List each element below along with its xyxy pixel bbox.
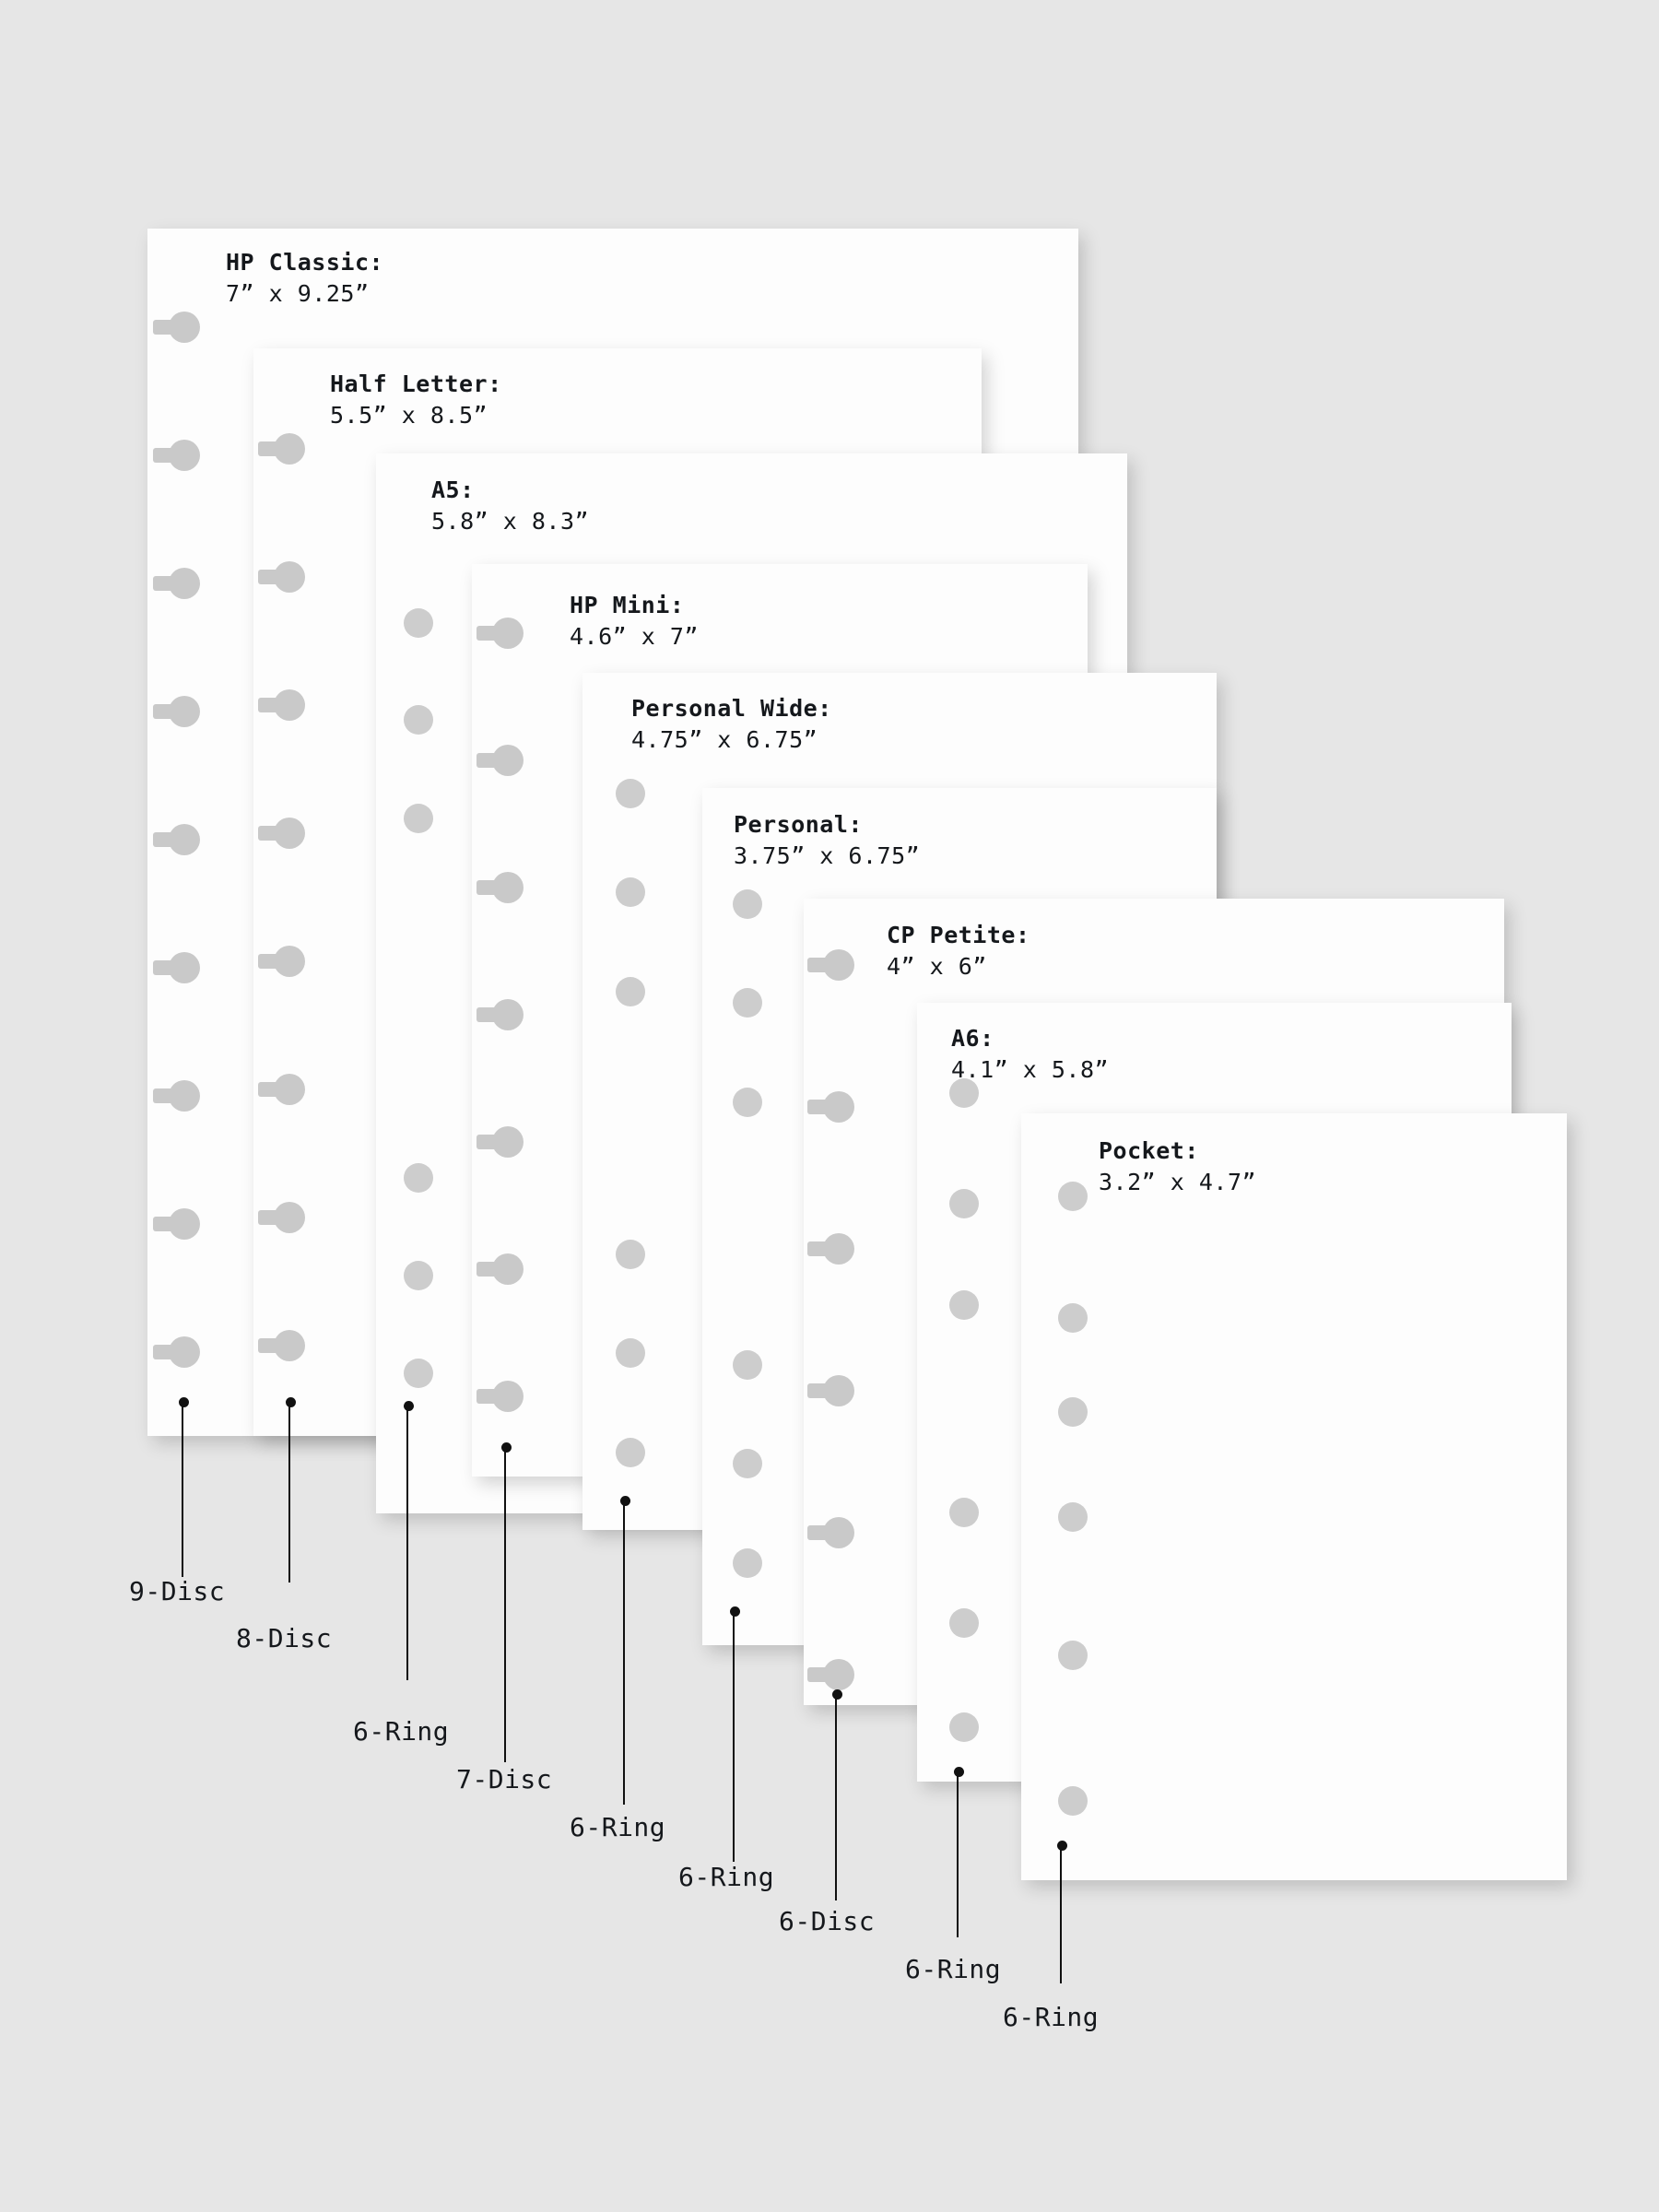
ring-punch	[733, 1088, 762, 1117]
callout-8-disc-leader-line	[288, 1402, 290, 1583]
paper-label-hp-mini	[570, 590, 699, 653]
paper-dimensions: 3.2” x 4.7”	[1099, 1168, 1257, 1195]
callout-6-disc-leader-line	[835, 1694, 837, 1900]
paper-sheet-pocket	[1021, 1113, 1567, 1880]
callout-6-ring-a5-dot	[404, 1401, 414, 1411]
disc-punch	[823, 1091, 854, 1123]
paper-label-pocket	[1099, 1135, 1256, 1198]
disc-punch	[274, 1202, 305, 1233]
callout-6-ring-a6-dot	[954, 1767, 964, 1777]
callout-6-ring-personalwide-dot	[730, 1606, 740, 1617]
paper-dimensions: 4.6” x 7”	[570, 622, 699, 650]
callout-6-ring-hpmini-dot	[620, 1496, 630, 1506]
callout-6-ring-a5-leader-line	[406, 1406, 408, 1680]
ring-punch	[949, 1498, 979, 1527]
ring-punch	[616, 1338, 645, 1368]
callout-7-disc-dot	[501, 1442, 512, 1453]
disc-punch	[492, 1381, 524, 1412]
disc-punch	[823, 1233, 854, 1265]
ring-punch	[949, 1608, 979, 1638]
callout-6-ring-personalwide-label: 6-Ring	[678, 1862, 775, 1892]
disc-punch	[274, 946, 305, 977]
disc-punch	[823, 949, 854, 981]
disc-punch	[274, 561, 305, 593]
paper-label-a5	[431, 475, 589, 537]
disc-punch	[823, 1375, 854, 1406]
callout-6-ring-a6-label: 6-Ring	[905, 1954, 1002, 1984]
ring-punch	[1058, 1182, 1088, 1211]
ring-punch	[404, 1359, 433, 1388]
paper-label-half-letter	[330, 369, 502, 431]
paper-name: HP Classic:	[226, 249, 384, 276]
disc-punch	[169, 1208, 200, 1240]
disc-punch	[274, 818, 305, 849]
disc-punch	[492, 872, 524, 903]
disc-punch	[169, 568, 200, 599]
callout-6-ring-pocket-dot	[1057, 1841, 1067, 1851]
ring-punch	[404, 1261, 433, 1290]
ring-punch	[616, 877, 645, 907]
paper-name: Half Letter:	[330, 371, 502, 397]
ring-punch	[1058, 1502, 1088, 1532]
paper-label-a6	[951, 1023, 1109, 1086]
ring-punch	[1058, 1397, 1088, 1427]
callout-9-disc-leader-line	[182, 1402, 183, 1577]
callout-9-disc-label: 9-Disc	[129, 1576, 226, 1606]
disc-punch	[274, 1074, 305, 1105]
callout-9-disc-dot	[179, 1397, 189, 1407]
paper-name: Personal:	[734, 811, 863, 838]
ring-punch	[733, 1449, 762, 1478]
paper-name: A6:	[951, 1025, 994, 1052]
disc-punch	[169, 1336, 200, 1368]
ring-punch	[733, 889, 762, 919]
disc-punch	[492, 1253, 524, 1285]
callout-6-ring-a6-leader-line	[957, 1771, 959, 1937]
paper-label-personal-wide	[631, 693, 832, 756]
ring-punch	[949, 1189, 979, 1218]
callout-8-disc-dot	[286, 1397, 296, 1407]
paper-dimensions: 5.8” x 8.3”	[431, 507, 590, 535]
callout-6-ring-pocket-label: 6-Ring	[1003, 2002, 1100, 2032]
ring-punch	[616, 977, 645, 1006]
paper-label-hp-classic	[226, 247, 383, 310]
paper-name: CP Petite:	[887, 922, 1030, 948]
paper-name: HP Mini:	[570, 592, 685, 618]
paper-dimensions: 4.75” x 6.75”	[631, 725, 818, 753]
disc-punch	[169, 696, 200, 727]
disc-punch	[492, 618, 524, 649]
callout-6-ring-personalwide-leader-line	[733, 1611, 735, 1862]
disc-punch	[169, 1080, 200, 1112]
disc-punch	[169, 440, 200, 471]
callout-6-ring-a5-label: 6-Ring	[353, 1716, 450, 1747]
paper-dimensions: 7” x 9.25”	[226, 279, 370, 307]
paper-label-cp-petite	[887, 920, 1030, 982]
paper-name: Personal Wide:	[631, 695, 832, 722]
ring-punch	[404, 705, 433, 735]
ring-punch	[616, 1240, 645, 1269]
disc-punch	[169, 312, 200, 343]
paper-dimensions: 4.1” x 5.8”	[951, 1055, 1110, 1083]
callout-8-disc-label: 8-Disc	[236, 1623, 333, 1653]
disc-punch	[169, 824, 200, 855]
disc-punch	[492, 745, 524, 776]
disc-punch	[492, 1126, 524, 1158]
callout-6-disc-dot	[832, 1689, 842, 1700]
callout-6-ring-hpmini-leader-line	[623, 1500, 625, 1805]
callout-7-disc-leader-line	[504, 1447, 506, 1762]
ring-punch	[949, 1290, 979, 1320]
callout-6-ring-pocket-leader-line	[1060, 1845, 1062, 1983]
ring-punch	[404, 1163, 433, 1193]
ring-punch	[1058, 1303, 1088, 1333]
paper-name: A5:	[431, 477, 475, 503]
disc-punch	[823, 1517, 854, 1548]
ring-punch	[949, 1712, 979, 1742]
paper-label-personal	[734, 809, 920, 872]
ring-punch	[616, 1438, 645, 1467]
disc-punch	[492, 999, 524, 1030]
ring-punch	[404, 804, 433, 833]
disc-punch	[823, 1659, 854, 1690]
paper-dimensions: 4” x 6”	[887, 952, 987, 980]
ring-punch	[404, 608, 433, 638]
callout-7-disc-label: 7-Disc	[456, 1764, 553, 1794]
paper-dimensions: 5.5” x 8.5”	[330, 401, 488, 429]
callout-6-disc-label: 6-Disc	[779, 1906, 876, 1936]
ring-punch	[733, 1350, 762, 1380]
callout-6-ring-hpmini-label: 6-Ring	[570, 1812, 666, 1842]
ring-punch	[1058, 1641, 1088, 1670]
ring-punch	[616, 779, 645, 808]
disc-punch	[274, 433, 305, 465]
disc-punch	[169, 952, 200, 983]
ring-punch	[1058, 1786, 1088, 1816]
paper-name: Pocket:	[1099, 1137, 1199, 1164]
ring-punch	[733, 988, 762, 1018]
disc-punch	[274, 689, 305, 721]
disc-punch	[274, 1330, 305, 1361]
ring-punch	[733, 1548, 762, 1578]
paper-dimensions: 3.75” x 6.75”	[734, 841, 921, 869]
